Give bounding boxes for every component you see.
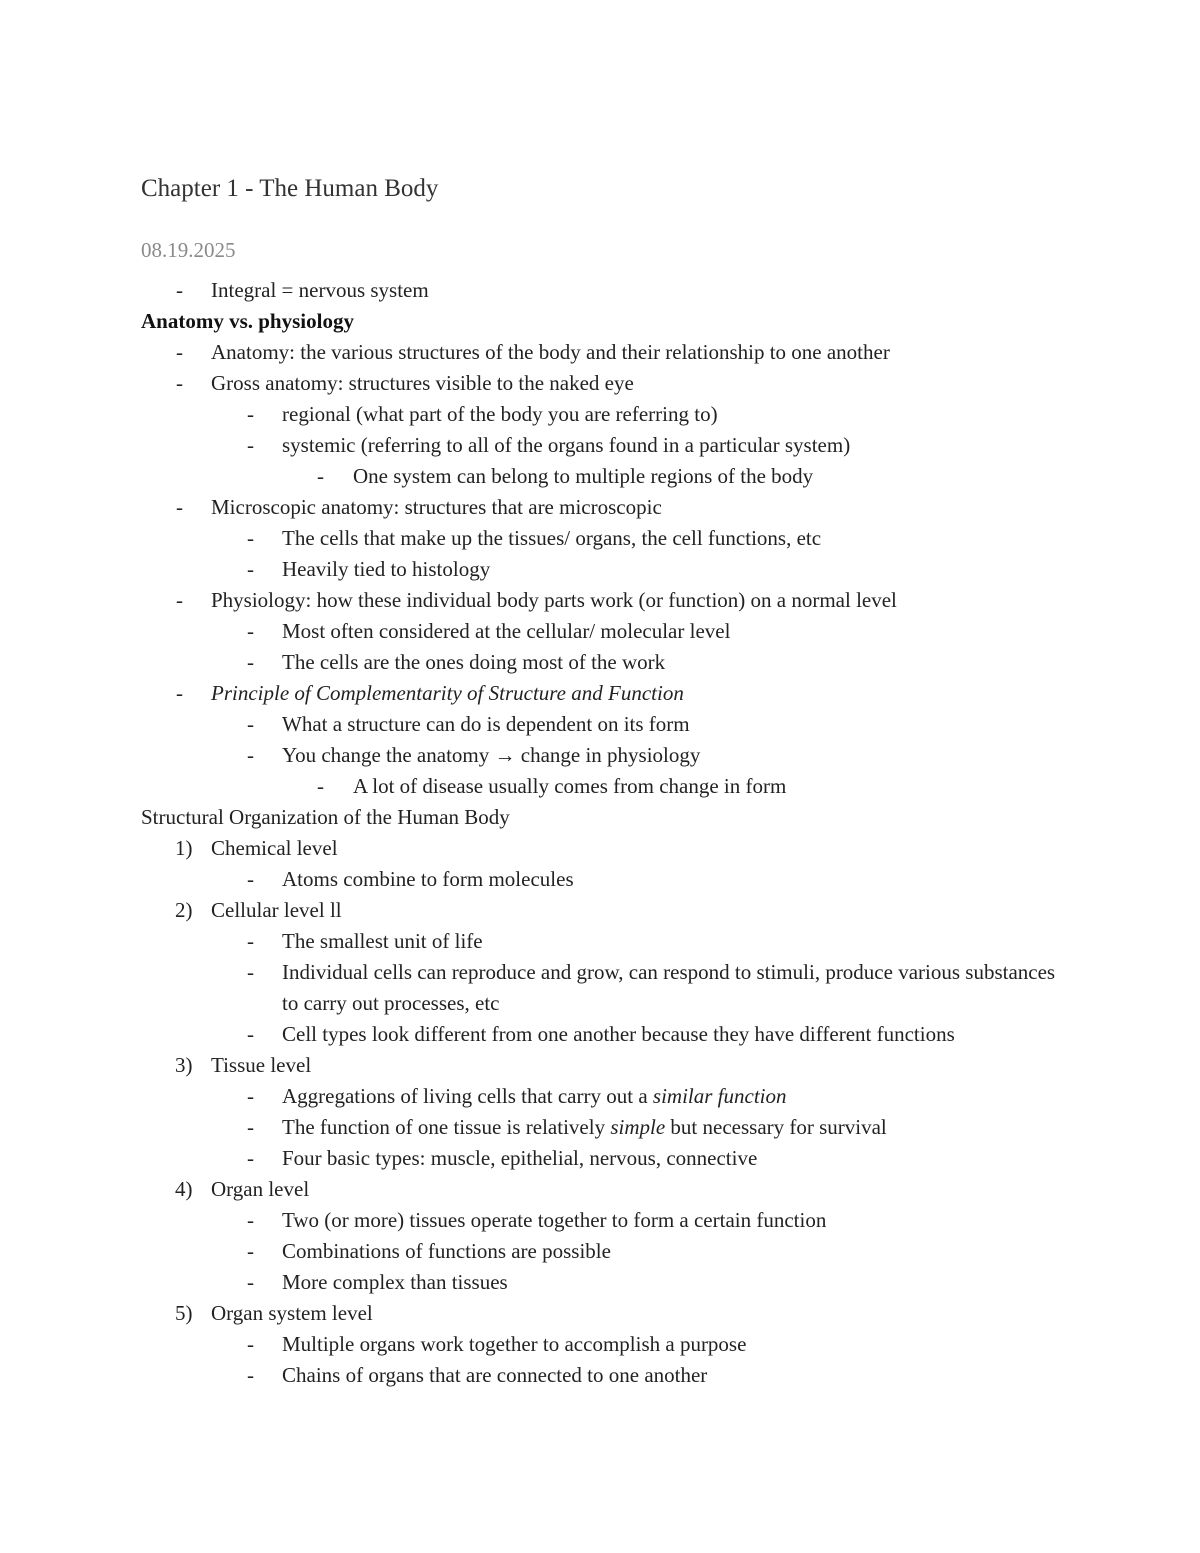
item-text: A lot of disease usually comes from change in form <box>353 774 787 798</box>
bullet-dash: - <box>247 1115 254 1139</box>
italic-text: simple <box>610 1115 666 1139</box>
bullet-dash: - <box>247 619 254 643</box>
list-item <box>0 647 1200 678</box>
item-text: Integral = nervous system <box>211 278 429 302</box>
item-text: systemic (referring to all of the organs found in a particular system) <box>282 433 851 457</box>
bullet-dash: - <box>247 1270 254 1294</box>
bullet-dash: - <box>176 371 183 395</box>
item-text: More complex than tissues <box>282 1270 508 1294</box>
list-item <box>0 337 1200 368</box>
item-text <box>282 1081 1062 1112</box>
list-item <box>0 1081 1200 1112</box>
item-text: One system can belong to multiple regions of the body <box>353 464 814 488</box>
list-item <box>0 430 1200 461</box>
list-item <box>0 275 1200 306</box>
bullet-dash: - <box>247 1363 254 1387</box>
list-item <box>0 1174 1200 1205</box>
item-text: regional (what part of the body you are referring to) <box>282 402 718 426</box>
list-item <box>0 554 1200 585</box>
item-text: Individual cells can reproduce and grow, can respond to stimuli, produce various substances to carry out processes, etc <box>282 960 1056 1015</box>
list-item <box>0 1143 1200 1174</box>
list-item <box>0 368 1200 399</box>
list-item <box>0 1050 1200 1081</box>
item-text: The smallest unit of life <box>282 929 483 953</box>
item-text: Physiology: how these individual body parts work (or function) on a normal level <box>211 588 897 612</box>
item-text: Combinations of functions are possible <box>282 1239 611 1263</box>
item-text: Anatomy vs. physiology <box>141 309 354 333</box>
list-number: 5) <box>175 1301 193 1325</box>
list-item <box>0 1329 1200 1360</box>
list-item <box>0 492 1200 523</box>
item-text: What a structure can do is dependent on its form <box>282 712 690 736</box>
bullet-dash: - <box>247 1022 254 1046</box>
list-item <box>0 1267 1200 1298</box>
bullet-dash: - <box>247 1239 254 1263</box>
item-text <box>282 1112 1062 1143</box>
list-number: 4) <box>175 1177 193 1201</box>
italic-text: similar function <box>652 1084 787 1108</box>
item-text: Anatomy: the various structures of the body and their relationship to one another <box>211 340 890 364</box>
bullet-dash: - <box>247 650 254 674</box>
list-item <box>0 771 1200 802</box>
bullet-dash: - <box>247 1146 254 1170</box>
item-text: Cell types look different from one another because they have different functions <box>282 1022 955 1046</box>
item-text: Organ system level <box>211 1301 373 1325</box>
item-text: Cellular level ll <box>211 898 342 922</box>
bullet-dash: - <box>247 1332 254 1356</box>
section-heading <box>0 306 1200 337</box>
bullet-dash: - <box>176 681 183 705</box>
item-text: Structural Organization of the Human Body <box>141 805 510 829</box>
list-item <box>0 926 1200 957</box>
list-item <box>0 833 1200 864</box>
page-title: Chapter 1 - The Human Body <box>141 175 439 202</box>
list-item <box>0 585 1200 616</box>
note-date: 08.19.2025 <box>141 238 236 262</box>
item-text: Chains of organs that are connected to one another <box>282 1363 708 1387</box>
list-item <box>0 895 1200 926</box>
item-text: Four basic types: muscle, epithelial, nervous, connective <box>282 1146 758 1170</box>
item-text: Atoms combine to form molecules <box>282 867 574 891</box>
list-item <box>0 399 1200 430</box>
bullet-dash: - <box>247 433 254 457</box>
list-item <box>0 461 1200 492</box>
item-text: Two (or more) tissues operate together to form a certain function <box>282 1208 827 1232</box>
list-number: 1) <box>175 836 193 860</box>
bullet-dash: - <box>317 774 324 798</box>
list-number: 3) <box>175 1053 193 1077</box>
list-item <box>0 1019 1200 1050</box>
bullet-dash: - <box>247 712 254 736</box>
item-text: Organ level <box>211 1177 310 1201</box>
bullet-dash: - <box>176 495 183 519</box>
bullet-dash: - <box>247 743 254 767</box>
bullet-dash: - <box>176 278 183 302</box>
list-item <box>0 864 1200 895</box>
bullet-dash: - <box>247 1208 254 1232</box>
item-text: Most often considered at the cellular/ molecular level <box>282 619 731 643</box>
list-number: 2) <box>175 898 193 922</box>
list-item <box>0 678 1200 709</box>
text-segment: The function of one tissue is relatively <box>282 1115 611 1139</box>
item-text: Gross anatomy: structures visible to the naked eye <box>211 371 634 395</box>
text-segment: but necessary for survival <box>665 1115 887 1139</box>
notes-body <box>0 275 1200 1391</box>
list-item <box>0 1236 1200 1267</box>
list-item <box>0 1298 1200 1329</box>
bullet-dash: - <box>247 557 254 581</box>
item-text: The cells that make up the tissues/ organs, the cell functions, etc <box>282 526 822 550</box>
list-item <box>0 1360 1200 1391</box>
item-text: Chemical level <box>211 836 338 860</box>
list-item <box>0 740 1200 771</box>
list-item <box>0 709 1200 740</box>
list-item <box>0 957 1200 1019</box>
bullet-dash: - <box>247 402 254 426</box>
section-heading <box>0 802 1200 833</box>
item-text: Tissue level <box>211 1053 312 1077</box>
list-item <box>0 523 1200 554</box>
bullet-dash: - <box>247 867 254 891</box>
bullet-dash: - <box>247 960 254 984</box>
bullet-dash: - <box>176 588 183 612</box>
item-text: Principle of Complementarity of Structure and Function <box>211 681 684 705</box>
list-item <box>0 1205 1200 1236</box>
item-text: Microscopic anatomy: structures that are microscopic <box>211 495 662 519</box>
bullet-dash: - <box>176 340 183 364</box>
item-text: The cells are the ones doing most of the work <box>282 650 666 674</box>
list-item <box>0 616 1200 647</box>
list-item <box>0 1112 1200 1143</box>
item-text: Heavily tied to histology <box>282 557 491 581</box>
text-segment: Aggregations of living cells that carry out a <box>282 1084 653 1108</box>
bullet-dash: - <box>247 1084 254 1108</box>
bullet-dash: - <box>247 526 254 550</box>
item-text: Multiple organs work together to accomplish a purpose <box>282 1332 747 1356</box>
bullet-dash: - <box>317 464 324 488</box>
bullet-dash: - <box>247 929 254 953</box>
item-text: You change the anatomy → change in physiology <box>282 743 701 767</box>
